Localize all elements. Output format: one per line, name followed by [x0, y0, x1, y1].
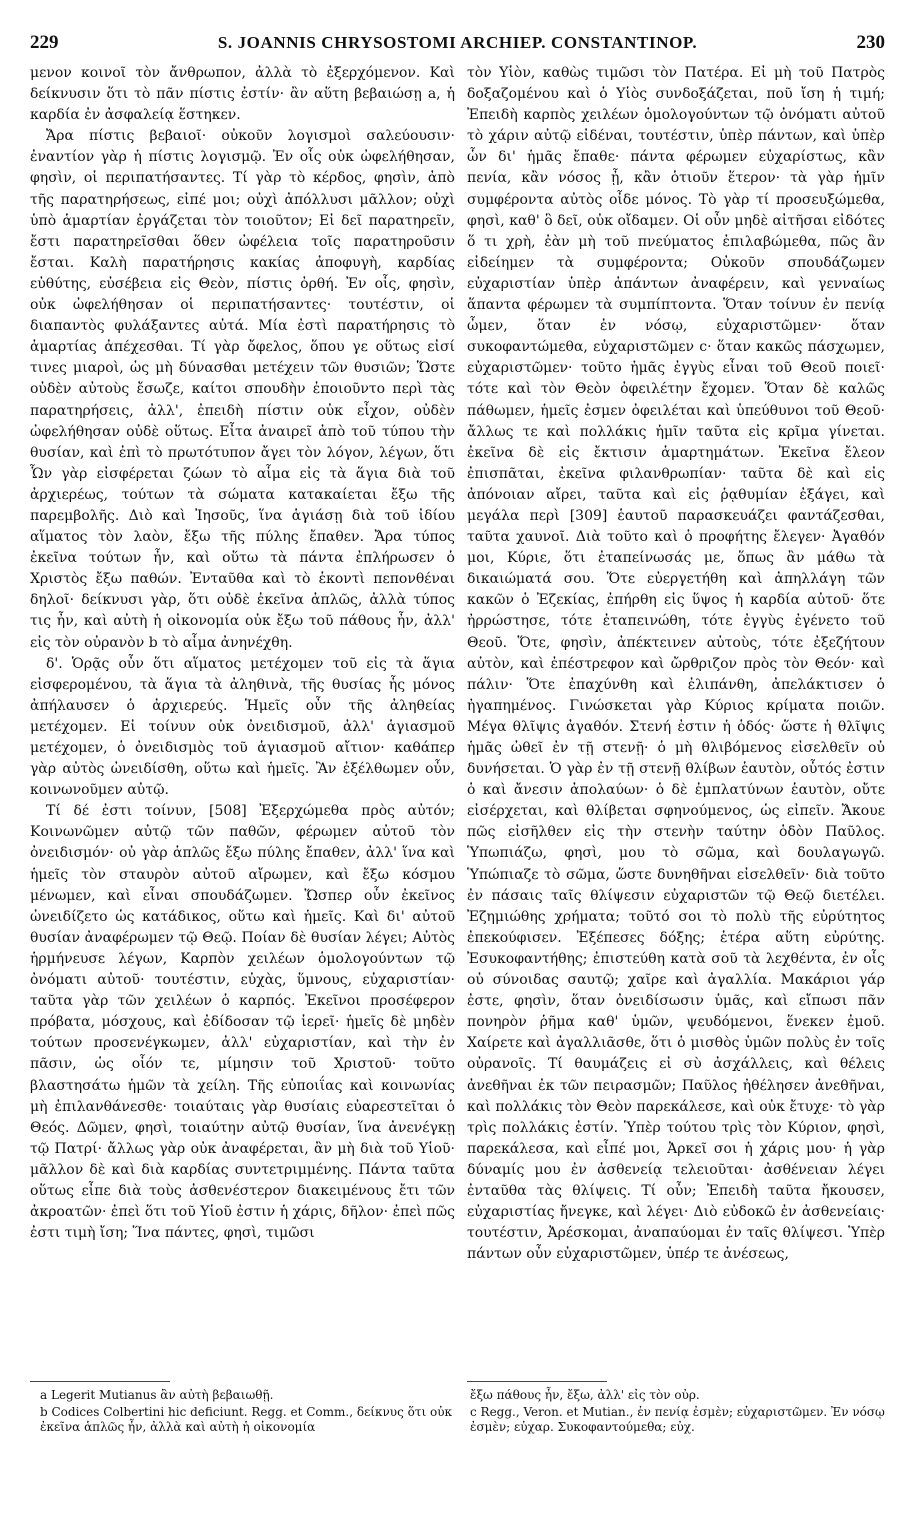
footnote-rule [30, 1381, 170, 1382]
footnote: b Codices Colbertini hic deficiunt. Regg. et Comm., δείκνυς ὅτι οὐκ ἐκεῖνα ἁπλῶς ἦν, ἀλλὰ καὶ αὐτὴ ἡ οἰκονομία [40, 1404, 453, 1434]
paragraph: μενον κοινοῖ τὸν ἄνθρωπον, ἀλλὰ τὸ ἐξερχόμενον. Καὶ δείκνυσιν ὅτι τὸ πᾶν πίστις ἐστίν· ἂν αὕτη βεβαιώσῃ a, ἡ καρδία ἐν ἀσφαλείᾳ ἕστηκεν. [30, 65, 455, 124]
footnote: a Legerit Mutianus ἂν αὐτὴ βεβαιωθῇ. [40, 1388, 274, 1402]
right-column [467, 63, 885, 1373]
footnote: c Regg., Veron. et Mutian., ἐν πενίᾳ ἐσμὲν; εὐχαριστῶμεν. Ἐν νόσῳ ἐσμὲν; εὐχαρ. Συκοφαντούμεθα; εὐχ. [470, 1404, 885, 1434]
left-column [30, 63, 455, 1373]
footnote: ἔξω πάθους ἦν, ἔξω, ἀλλ' εἰς τὸν οὐρ. [470, 1388, 700, 1402]
footnote-rule [467, 1381, 607, 1382]
footnotes-right [470, 1388, 885, 1437]
paragraph: δ'. Ὁρᾷς οὖν ὅτι αἵματος μετέχομεν τοῦ εἰς τὰ ἅγια εἰσφερομένου, τὰ ἅγια τὰ ἀληθινὰ, τῆς θυσίας ἧς μόνος ἀπήλαυσεν ὁ ἀρχιερεύς. Ἡμεῖς οὖν τῆς ἀληθείας μετέχομεν. Εἰ τοίνυν οὐκ ὀνειδισμοῦ, ἀλλ' ἁγιασμοῦ μετέχομεν, ὁ ὀνειδισμὸς τοῦ ἁγιασμοῦ αἴτιον· καθάπερ γὰρ αὐτὸς ὠνειδίσθη, οὕτω καὶ ἡμεῖς. Ἂν ἐξέλθωμεν οὖν, κοινωνοῦμεν αὐτῷ. [30, 655, 455, 799]
paragraph: τὸν Υἱὸν, καθὼς τιμῶσι τὸν Πατέρα. Εἰ μὴ τοῦ Πατρὸς δοξαζομένου καὶ ὁ Υἱὸς συνδοξάζεται, ποῦ ἴση ἡ τιμή; Ἐπειδὴ καρπὸς χειλέων ὁμολογούντων τῷ ὀνόματι αὐτοῦ τὸ χάριν αὐτῷ εἰδέναι, τουτέστιν, ὑπὲρ πάντων, καὶ ὑπὲρ ὧν δι' ἡμᾶς ἔπαθε· πάντα φέρωμεν εὐχαρίστως, κἂν πενία, κἂν νόσος ᾖ, κἂν ὁτιοῦν ἕτερον· τὰ γὰρ ἡμῖν συμφέροντα αὐτὸς οἶδε μόνος. Τὸ γὰρ τί προσευξώμεθα, φησὶ, καθ' ὃ δεῖ, οὐκ οἴδαμεν. Οἱ οὖν μηδὲ αἰτῆσαι εἰδότες ὅ τι χρὴ, ἐὰν μὴ τοῦ πνεύματος ἐπιλαβώμεθα, πῶς ἂν εἰδείημεν τὰ συμφέροντα; Οὐκοῦν σπουδάζωμεν εὐχαριστίαν ὑπὲρ ἁπάντων ἀναφέρειν, καὶ γενναίως ἅπαντα φέρωμεν τὰ συμπίπτοντα. Ὅταν τοίνυν ἐν πενίᾳ ὦμεν, ὅταν ἐν νόσῳ, εὐχαριστῶμεν· ὅταν συκοφαντώμεθα, εὐχαριστῶμεν c· ὅταν κακῶς πάσχωμεν, εὐχαριστῶμεν· τοῦτο ἡμᾶς ἐγγὺς εἶναι τοῦ Θεοῦ ποιεῖ· τότε καὶ τὸν Θεὸν ὀφειλέτην ἔχομεν. Ὅταν δὲ καλῶς πάθωμεν, ἡμεῖς ἐσμεν ὀφειλέται καὶ ὑπεύθυνοι τοῦ Θεοῦ· ἄλλως τε καὶ πολλάκις ἡμῖν ταῦτα εἰς κρῖμα γίνεται. ἐκεῖνα δὲ εἰς ἔκτισιν ἁμαρτημάτων. Ἐκεῖνα ἔλεον ἐπισπᾶται, ἐκεῖνα φιλανθρωπίαν· ταῦτα δὲ καὶ εἰς ἀπόνοιαν αἴρει, ταῦτα καὶ εἰς ῥᾳθυμίαν ἐξάγει, καὶ μεγάλα περὶ [309] ἑαυτοῦ παρασκευάζει φαντάζεσθαι, ταῦτα χαυνοῖ. Διὰ τοῦτο καὶ ὁ προφήτης ἔλεγεν· Ἀγαθόν μοι, Κύριε, ὅτι ἐταπείνωσάς με, ὅπως ἂν μάθω τὰ δικαιώματά σου. Ὅτε εὐεργετήθη καὶ ἀπηλλάγη τῶν κακῶν ὁ Ἐζεκίας, ἐπήρθη εἰς ὕψος ἡ καρδία αὐτοῦ· ὅτε ἠρρώστησε, τότε ἐταπεινώθη, τότε ἐγγὺς ἐγένετο τοῦ Θεοῦ. Ὅτε, φησὶν, ἀπέκτεινεν αὐτοὺς, τότε ἐξεζήτουν αὐτὸν, καὶ ἐπέστρεφον καὶ ὤρθριζον πρὸς τὸν Θεόν· καὶ πάλιν· Ὅτε ἐπαχύνθη καὶ ἐλιπάνθη, ἀπελάκτισεν ὁ ἠγαπημένος. Γινώσκεται γὰρ Κύριος κρίματα ποιῶν. Μέγα θλῖψις ἀγαθόν. Στενή ἐστιν ἡ ὁδός· ὥστε ἡ θλῖψις ἡμᾶς ὠθεῖ ἐν τῇ στενῇ· ὁ μὴ θλιβόμενος εἰσελθεῖν οὐ δυνήσεται. Ὁ γὰρ ἐν τῇ στενῇ θλίβων ἑαυτὸν, οὗτός ἐστιν ὁ καὶ ἄνεσιν ἀπολαύων· ὁ δὲ ἐμπλατύνων ἑαυτὸν, οὔτε εἰσέρχεται, καὶ θλίβεται σφηνούμενος, ὡς εἰπεῖν. Ἄκουε πῶς εἰσῆλθεν εἰς τὴν στενὴν ταύτην ὁδὸν Παῦλος. Ὑπωπιάζω, φησὶ, μου τὸ σῶμα, καὶ δουλαγωγῶ. Ὑπώπιαζε τὸ σῶμα, ὥστε δυνηθῆναι εἰσελθεῖν· διὰ τοῦτο ἐν πάσαις ταῖς θλίψεσιν εὐχαριστῶν τῷ Θεῷ διετέλει. Ἐζημιώθης χρήματα; τοῦτό σοι τὸ πολὺ τῆς εὐρύτητος ἐπεκούφισεν. Ἐξέπεσες δόξης; ἑτέρα αὕτη εὐρύτης. Ἐσυκοφαντήθης; ἐπιστεύθη κατὰ σοῦ τὰ λεχθέντα, ἐν οἷς οὐ σύνοιδας σαυτῷ; χαῖρε καὶ ἀγαλλία. Μακάριοι γάρ ἐστε, φησὶν, ὅταν ὀνειδίσωσιν ὑμᾶς, καὶ εἴπωσι πᾶν πονηρὸν ῥῆμα καθ' ὑμῶν, ψευδόμενοι, ἕνεκεν ἐμοῦ. Χαίρετε καὶ ἀγαλλιᾶσθε, ὅτι ὁ μισθὸς ὑμῶν πολὺς ἐν τοῖς οὐρανοῖς. Τί θαυμάζεις εἰ σὺ ἀσχάλλεις, καὶ θέλεις ἀνεθῆναι ἐκ τῶν πειρασμῶν; Παῦλος ἠθέλησεν ἀνεθῆναι, καὶ πολλάκις τὸν Θεὸν παρεκάλεσε, καὶ οὐκ ἔτυχε· τὸ γὰρ τρὶς πολλάκις ἐστίν. Ὑπὲρ τούτου τρὶς τὸν Κύριον, φησὶ, παρεκάλεσα, καὶ εἶπέ μοι, Ἀρκεῖ σοι ἡ χάρις μου· ἡ γὰρ δύναμίς μου ἐν ἀσθενείᾳ τελειοῦται· ἀσθένειαν λέγει ἐνταῦθα τὰς θλίψεις. Τί οὖν; Ἐπειδὴ ταῦτα ἤκουσεν, εὐχαριστίας ἤνεγκε, καὶ λέγει· Διὸ εὐδοκῶ ἐν ἀσθενείαις· τουτέστιν, Ἀρέσκομαι, ἀναπαύομαι ἐν ταῖς θλίψεσι. Ὑπὲρ πάντων οὖν εὐχαριστῶμεν, ὑπέρ τε ἀνέσεως, [467, 65, 885, 1263]
paragraph: Τί δέ ἐστι τοίνυν, [508] Ἐξερχώμεθα πρὸς αὐτόν; Κοινωνῶμεν αὐτῷ τῶν παθῶν, φέρωμεν αὐτοῦ τὸν ὀνειδισμόν· οὐ γὰρ ἁπλῶς ἔξω πύλης ἔπαθεν, ἀλλ' ἵνα καὶ ἡμεῖς τὸν σταυρὸν αὐτοῦ αἴρωμεν, καὶ ἔξω κόσμου μένωμεν, καὶ εἶναι σπουδάζωμεν. Ὥσπερ οὖν ἐκεῖνος ὠνειδίζετο ὡς κατάδικος, οὕτω καὶ ἡμεῖς. Καὶ δι' αὐτοῦ θυσίαν ἀναφέρωμεν τῷ Θεῷ. Ποίαν δὲ θυσίαν λέγει; Αὐτὸς ἡρμήνευσε λέγων, Καρπὸν χειλέων ὁμολογούντων τῷ ὀνόματι αὐτοῦ· τουτέστιν, εὐχὰς, ὕμνους, εὐχαριστίαν· ταῦτα γὰρ τῶν χειλέων ὁ καρπός. Ἐκεῖνοι προσέφερον πρόβατα, μόσχους, καὶ ἐδίδοσαν τῷ ἱερεῖ· ἡμεῖς δὲ μηδὲν τούτων προσενέγκωμεν, ἀλλ' εὐχαριστίαν, καὶ τὴν ἐν πᾶσιν, ὡς οἷόν τε, μίμησιν τοῦ Χριστοῦ· τοῦτο βλαστησάτω ἡμῶν τὰ χείλη. Τῆς εὐποιΐας καὶ κοινωνίας μὴ ἐπιλανθάνεσθε· τοιαύταις γὰρ θυσίαις εὐαρεστεῖται ὁ Θεός. Δῶμεν, φησὶ, τοιαύτην αὐτῷ θυσίαν, ἵνα ἀνενέγκῃ τῷ Πατρί· ἄλλως γὰρ οὐκ ἀναφέρεται, ἂν μὴ διὰ τοῦ Υἱοῦ· μᾶλλον δὲ καὶ διὰ καρδίας συντετριμμένης. Πάντα ταῦτα οὕτως εἶπε διὰ τοὺς ἀσθενέστερον διακειμένους ἔτι τῶν ἀκροατῶν· ἐπεὶ ὅτι τοῦ Υἱοῦ ἐστιν ἡ χάρις, δῆλον· ἐπεὶ πῶς ἐστι τιμὴ ἴση; Ἵνα πάντες, φησὶ, τιμῶσι [30, 803, 455, 1242]
footnotes-left [40, 1388, 455, 1437]
running-title: S. JOANNIS CHRYSOSTOMI ARCHIEP. CONSTANTINOP. [217, 33, 698, 52]
page-header [30, 32, 885, 58]
paragraph: Ἄρα πίστις βεβαιοῖ· οὐκοῦν λογισμοὶ σαλεύουσιν· ἐναντίον γὰρ ἡ πίστις λογισμῷ. Ἐν οἷς οὐκ ὠφελήθησαν, φησὶν, οἱ περιπατήσαντες. Τί γὰρ τὸ κέρδος, φησὶν, ἀπὸ τῆς παρατηρήσεως, εἰπέ μοι; οὐχὶ ἀπόλλυσι μᾶλλον; οὐχὶ ὑπὸ ἁμαρτίαν ἐργάζεται τὸν τοιοῦτον; Εἰ δεῖ παρατηρεῖν, ἔστι παρατηρεῖσθαι ὅθεν ὠφέλεια τοῖς παρατηροῦσιν ἔσται. Καλὴ παρατήρησις κακίας ἀποφυγὴ, καρδίας εὐθύτης, εὐσέβεια εἰς Θεὸν, πίστις ὀρθή. Ἐν οἷς, φησὶν, οὐκ ὠφελήθησαν οἱ περιπατήσαντες· τουτέστιν, οἱ διαπαντὸς φυλάξαντες αὐτά. Μία ἐστὶ παρατήρησις τὸ ἁμαρτίας ἀπέχεσθαι. Τί γὰρ ὄφελος, ὅπου γε οὕτως εἰσί τινες μιαροὶ, ὡς μὴ δύνασθαι μετέχειν τῶν θυσιῶν; Ὥστε οὐδὲν αὐτοὺς ἔσωζε, καίτοι σπουδὴν ἐποιοῦντο περὶ τὰς παρατηρήσεις, ἀλλ', ἐπειδὴ πίστιν οὐκ εἶχον, οὐδὲν ὠφελήθησαν οὐδὲ οὕτως. Εἶτα ἀναιρεῖ ἀπὸ τοῦ τύπου τὴν θυσίαν, καὶ ἐπὶ τὸ πρωτότυπον ἄγει τὸν λόγον, λέγων, ὅτι Ὧν γὰρ εἰσφέρεται ζώων τὸ αἷμα εἰς τὰ ἅγια διὰ τοῦ ἀρχιερέως, τούτων τὰ σώματα κατακαίεται ἔξω τῆς παρεμβολῆς. Διὸ καὶ Ἰησοῦς, ἵνα ἁγιάσῃ διὰ τοῦ ἰδίου αἵματος τὸν λαὸν, ἔξω τῆς πύλης ἔπαθεν. Ἄρα τύπος ἐκεῖνα τούτων ἦν, καὶ οὕτω τὰ πάντα ἐπλήρωσεν ὁ Χριστὸς ἔξω παθών. Ἐνταῦθα καὶ τὸ ἑκοντὶ πεπονθέναι δηλοῖ· δείκνυσι γὰρ, ὅτι οὐδὲ ἐκεῖνα ἁπλῶς, ἀλλὰ τύπος τις ἦν, καὶ αὐτὴ ἡ οἰκονομία οὐκ ἔξω τοῦ πάθους ἦν, ἀλλ' εἰς τὸν οὐρανὸν b τὸ αἷμα ἀνηνέχθη. [30, 128, 455, 651]
page-number-left: 229 [30, 32, 59, 53]
page-number-right: 230 [856, 32, 885, 53]
